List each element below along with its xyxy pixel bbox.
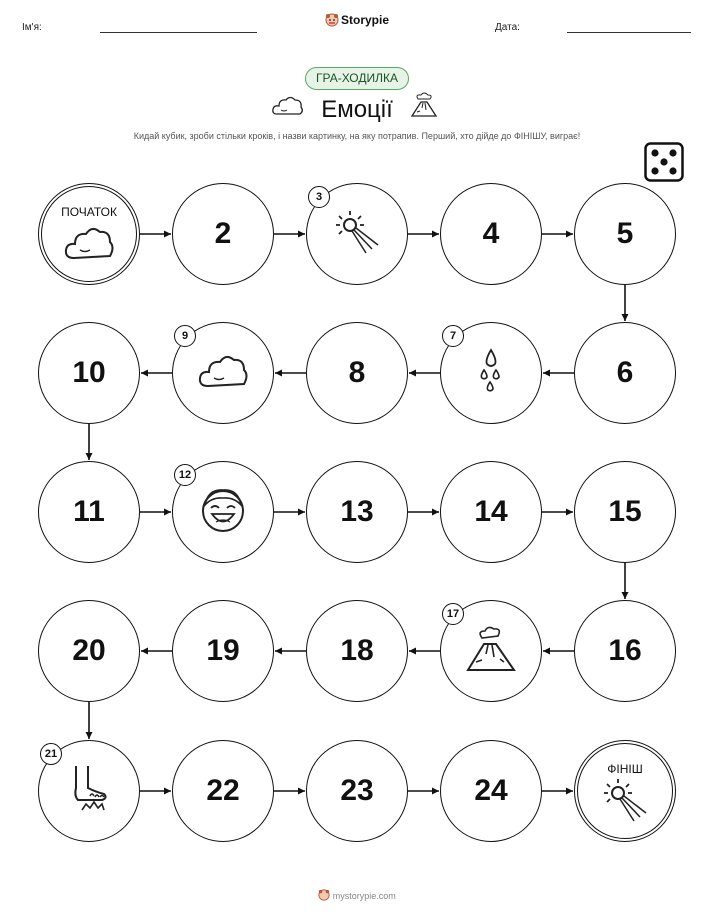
board-cell (440, 183, 542, 285)
board-cell (172, 600, 274, 702)
path-arrow (274, 509, 305, 516)
board-cell (38, 183, 140, 285)
board-cell (574, 600, 676, 702)
board-cell (574, 183, 676, 285)
cell-number: 22 (206, 774, 240, 807)
name-label: Ім'я: (22, 22, 42, 33)
path-arrow (409, 370, 440, 377)
cell-number-badge: 17 (442, 603, 464, 625)
game-type-badge: ГРА-ХОДИЛКА (305, 67, 409, 90)
sun-rays-icon (330, 205, 384, 259)
board-cell (574, 322, 676, 424)
board-cell (38, 740, 140, 842)
path-arrow (542, 509, 573, 516)
drops-icon (464, 344, 518, 398)
board-cell (172, 183, 274, 285)
cloud-icon (196, 344, 250, 398)
storypie-logo-icon (318, 889, 330, 901)
path-arrow (408, 788, 439, 795)
brand-name: Storypie (340, 13, 389, 27)
path-arrow (408, 509, 439, 516)
start-label: ПОЧАТОК (61, 205, 117, 219)
cloud-icon (62, 216, 116, 270)
cell-number-badge: 21 (40, 743, 62, 765)
cell-number: 11 (73, 495, 105, 528)
path-arrow (542, 788, 573, 795)
path-arrow (275, 370, 306, 377)
laughing-face-icon (196, 483, 250, 537)
cell-number: 5 (616, 217, 634, 250)
board-cell (306, 322, 408, 424)
cell-number: 24 (474, 774, 508, 807)
board-cell (172, 740, 274, 842)
cell-number: 16 (608, 634, 642, 667)
path-arrow (542, 231, 573, 238)
volcano-icon (464, 622, 518, 676)
path-arrow (408, 231, 439, 238)
path-arrow (543, 648, 574, 655)
path-arrow (140, 231, 171, 238)
cell-number: 13 (340, 495, 374, 528)
cell-number: 23 (340, 774, 374, 807)
finish-label: ФІНІШ (607, 762, 643, 776)
path-arrow (141, 370, 172, 377)
cell-number: 4 (482, 217, 500, 250)
footer-url: mystorypie.com (332, 891, 396, 901)
board-cell (440, 600, 542, 702)
cell-number-badge: 9 (174, 325, 196, 347)
path-arrow (274, 788, 305, 795)
stomping-foot-icon (62, 762, 116, 816)
cell-number: 14 (474, 495, 508, 528)
path-arrow (86, 702, 93, 739)
path-arrow (141, 648, 172, 655)
path-arrow (622, 563, 629, 599)
board-cell (306, 600, 408, 702)
cell-number-badge: 7 (442, 325, 464, 347)
path-arrow (409, 648, 440, 655)
cell-number: 18 (340, 634, 374, 667)
cell-number: 10 (72, 356, 106, 389)
board-cell (574, 461, 676, 563)
page-title: Емоції (321, 96, 393, 123)
sun-rays-icon (598, 773, 652, 827)
board-cell (38, 600, 140, 702)
path-arrow (275, 648, 306, 655)
cell-number: 20 (72, 634, 106, 667)
cell-number: 19 (206, 634, 240, 667)
board-cell (38, 461, 140, 563)
board-cell (440, 461, 542, 563)
date-label: Дата: (495, 22, 520, 33)
board-cell (440, 740, 542, 842)
path-arrow (274, 231, 305, 238)
cell-number: 8 (348, 356, 366, 389)
instructions: Кидай кубик, зроби стільки кроків, і назви картинку, на яку потрапив. Перший, хто дійде до ФІНІШУ, виграє! (133, 131, 581, 141)
board-cell (440, 322, 542, 424)
cell-number: 2 (214, 217, 232, 250)
board-cell (38, 322, 140, 424)
path-arrow (622, 285, 629, 321)
path-arrow (140, 788, 171, 795)
footer (0, 889, 714, 901)
cell-number-badge: 3 (308, 186, 330, 208)
board-cell (306, 461, 408, 563)
path-arrow (543, 370, 574, 377)
board-cell (306, 740, 408, 842)
board-cell (172, 461, 274, 563)
board-cell (306, 183, 408, 285)
path-arrow (140, 509, 171, 516)
path-arrow (86, 424, 93, 460)
cell-number-badge: 12 (174, 464, 196, 486)
board-cell (172, 322, 274, 424)
board-cell (574, 740, 676, 842)
cell-number: 15 (608, 495, 642, 528)
cell-number: 6 (616, 356, 634, 389)
